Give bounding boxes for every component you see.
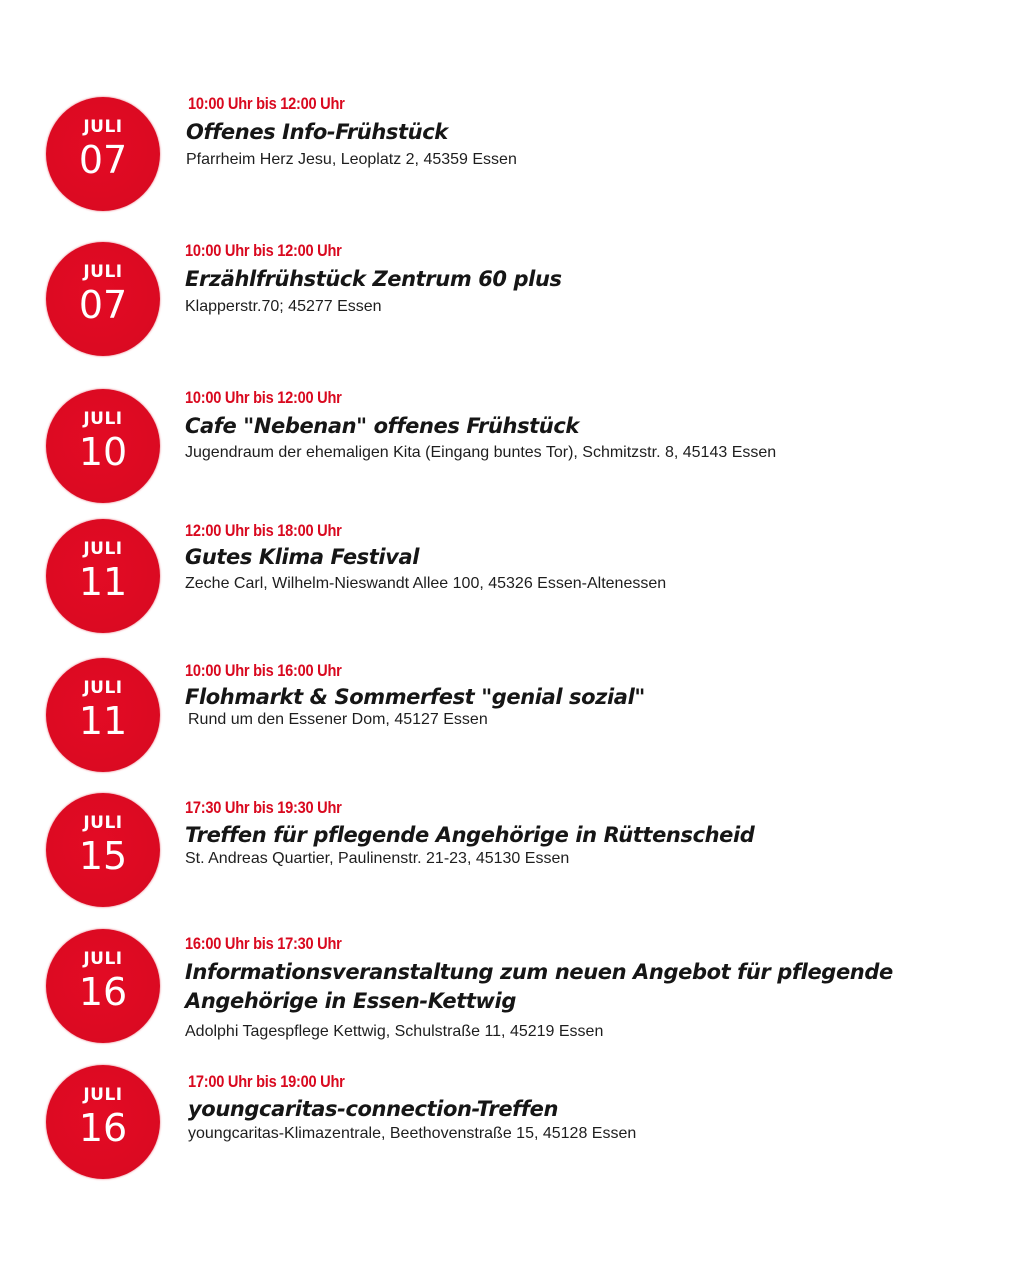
badge-day: 15 <box>78 834 128 878</box>
badge-month: JULI <box>83 117 123 137</box>
badge-day: 07 <box>78 138 128 182</box>
event-time: 17:30 Uhr bis 19:30 Uhr <box>185 798 342 817</box>
badge-month: JULI <box>83 409 123 429</box>
event-address: Zeche Carl, Wilhelm-Nieswandt Allee 100, 45326 Essen-Altenessen <box>185 575 667 592</box>
badge-day: 16 <box>78 1106 128 1150</box>
event-time: 10:00 Uhr bis 12:00 Uhr <box>185 241 342 260</box>
event-time: 16:00 Uhr bis 17:30 Uhr <box>185 934 342 953</box>
event-time: 12:00 Uhr bis 18:00 Uhr <box>185 521 342 540</box>
event-title: youngcaritas-connection-Treffen <box>188 1097 559 1121</box>
event-time: 10:00 Uhr bis 12:00 Uhr <box>188 94 345 113</box>
date-badge <box>46 1065 160 1179</box>
date-badge <box>46 793 160 907</box>
event-title: Informationsveranstaltung zum neuen Angebot für pflegende <box>185 960 893 984</box>
event-title-line2: Angehörige in Essen-Kettwig <box>185 989 516 1013</box>
event-title: Treffen für pflegende Angehörige in Rüttenscheid <box>185 823 755 847</box>
badge-month: JULI <box>83 949 123 969</box>
event-address: Jugendraum der ehemaligen Kita (Eingang buntes Tor), Schmitzstr. 8, 45143 Essen <box>185 444 777 461</box>
event-time: 17:00 Uhr bis 19:00 Uhr <box>188 1072 345 1091</box>
event-address: youngcaritas-Klimazentrale, Beethovenstraße 15, 45128 Essen <box>188 1125 637 1142</box>
badge-day: 11 <box>78 560 128 604</box>
date-badge <box>46 658 160 772</box>
date-badge <box>46 97 160 211</box>
badge-month: JULI <box>83 262 123 282</box>
date-badge <box>46 519 160 633</box>
badge-day: 16 <box>78 970 128 1014</box>
event-title: Gutes Klima Festival <box>185 545 420 569</box>
date-badge <box>46 242 160 356</box>
badge-day: 10 <box>78 430 128 474</box>
badge-month: JULI <box>83 813 123 833</box>
event-address: Pfarrheim Herz Jesu, Leoplatz 2, 45359 Essen <box>186 151 517 168</box>
event-address: Klapperstr.70; 45277 Essen <box>185 298 382 315</box>
event-time: 10:00 Uhr bis 12:00 Uhr <box>185 388 342 407</box>
event-title: Erzählfrühstück Zentrum 60 plus <box>185 267 562 291</box>
badge-month: JULI <box>83 1085 123 1105</box>
event-time: 10:00 Uhr bis 16:00 Uhr <box>185 661 342 680</box>
event-address: St. Andreas Quartier, Paulinenstr. 21-23, 45130 Essen <box>185 850 570 867</box>
event-address: Rund um den Essener Dom, 45127 Essen <box>188 711 488 728</box>
event-address: Adolphi Tagespflege Kettwig, Schulstraße 11, 45219 Essen <box>185 1023 604 1040</box>
date-badge <box>46 389 160 503</box>
badge-month: JULI <box>83 678 123 698</box>
badge-month: JULI <box>83 539 123 559</box>
event-title: Flohmarkt & Sommerfest "genial sozial" <box>185 685 645 709</box>
badge-day: 07 <box>78 283 128 327</box>
event-title: Offenes Info-Frühstück <box>186 120 448 144</box>
badge-day: 11 <box>78 699 128 743</box>
event-title: Cafe "Nebenan" offenes Frühstück <box>185 414 579 438</box>
date-badge <box>46 929 160 1043</box>
